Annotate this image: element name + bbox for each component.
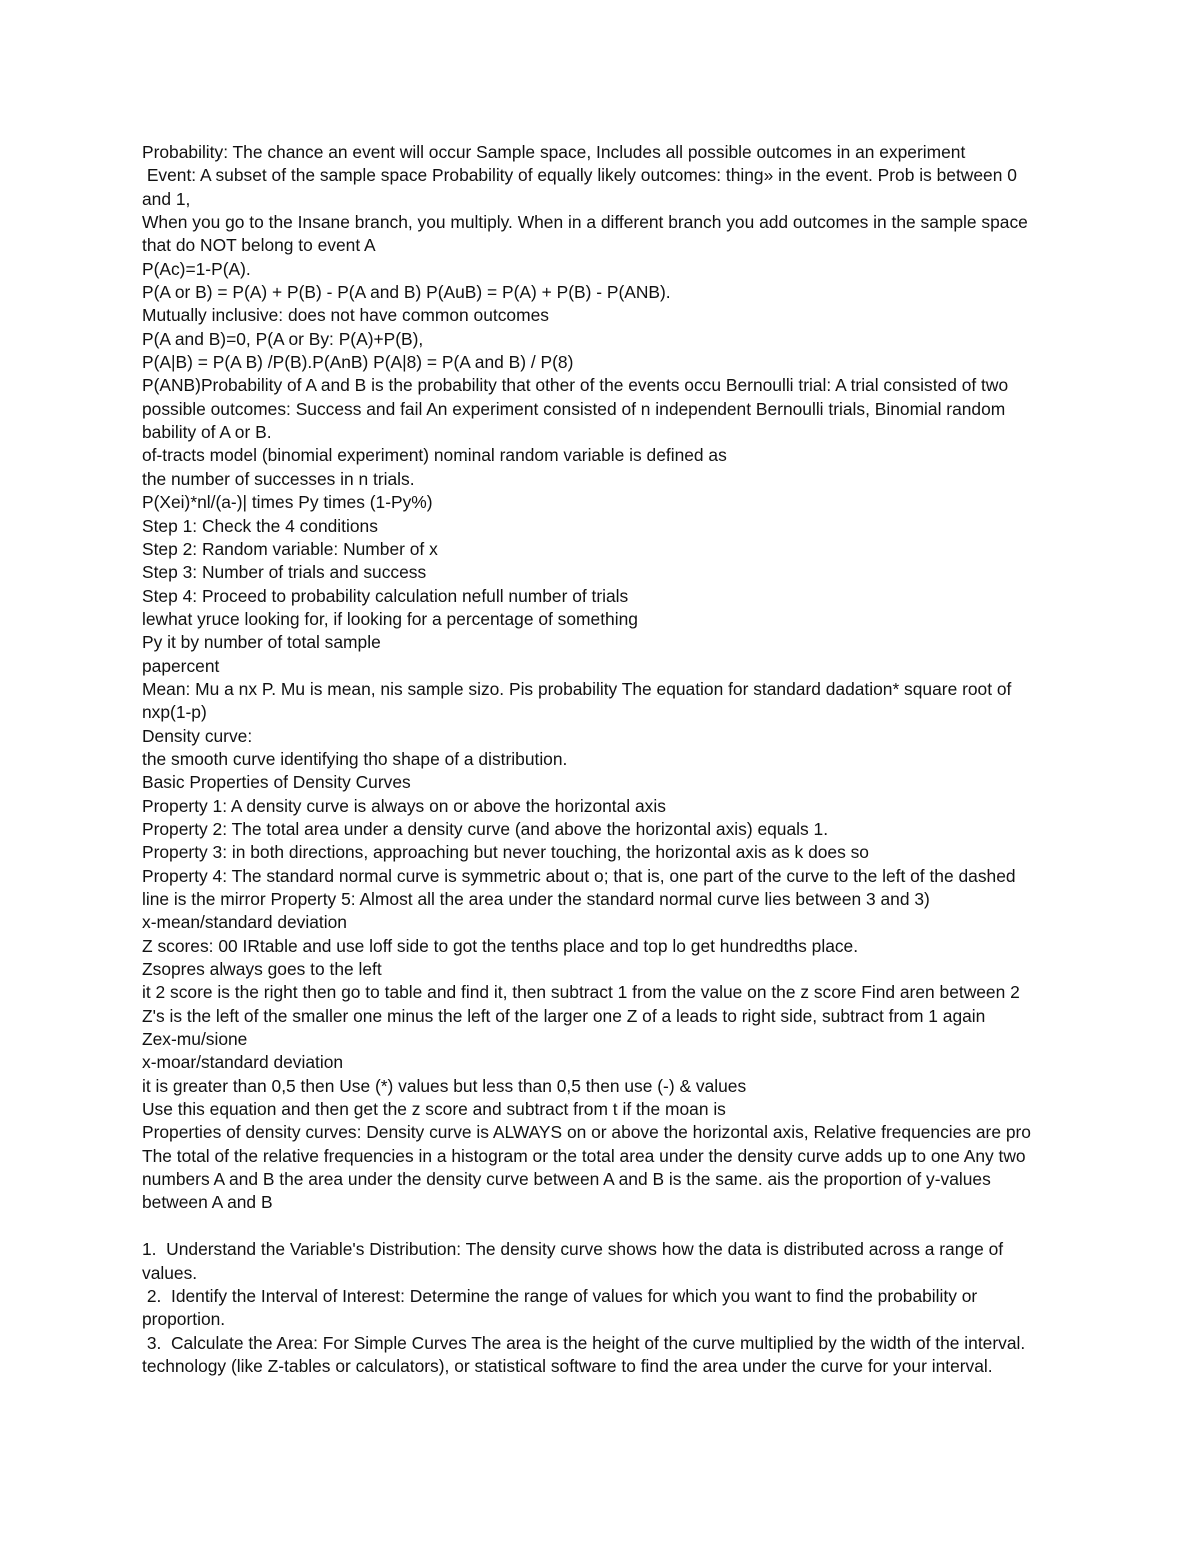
text-line: P(A|B) = P(A B) /P(B).P(AnB) P(A|8) = P(A and B) / P(8): [142, 352, 574, 373]
text-line: P(ANB)Probability of A and B is the probability that other of the events occu Bernoulli trial: A trial consisted of two: [142, 375, 1009, 396]
text-line: that do NOT belong to event A: [142, 235, 376, 256]
text-line: the number of successes in n trials.: [142, 468, 415, 489]
text-line: Property 4: The standard normal curve is symmetric about o; that is, one part of the curve to the left of the dashed: [142, 865, 1016, 886]
text-line: technology (like Z-tables or calculators), or statistical software to find the area under the curve for your interval.: [142, 1355, 993, 1376]
text-line: proportion.: [142, 1309, 226, 1330]
text-line: P(Xei)*nl/(a-)| times Py times (1-Py%): [142, 492, 433, 513]
text-line: it 2 score is the right then go to table and find it, then subtract 1 from the value on the z score Find aren between 2: [142, 982, 1020, 1003]
text-line: Mean: Mu a nx P. Mu is mean, nis sample sizo. Pis probability The equation for standard dadation* square root of: [142, 678, 1012, 699]
text-line: The total of the relative frequencies in a histogram or the total area under the density curve adds up to one Any two: [142, 1145, 1026, 1166]
text-line: x-mean/standard deviation: [142, 912, 347, 933]
text-line: bability of A or B.: [142, 422, 272, 443]
text-line: nxp(1-p): [142, 702, 207, 723]
text-line: Z scores: 00 IRtable and use loff side to got the tenths place and top lo get hundredths place.: [142, 935, 859, 956]
text-line: 3. Calculate the Area: For Simple Curves The area is the height of the curve multiplied by the width of the interval.: [142, 1332, 1026, 1353]
text-line: Zsopres always goes to the left: [142, 959, 382, 980]
text-line: papercent: [142, 655, 220, 676]
text-line: line is the mirror Property 5: Almost all the area under the standard normal curve lies between 3 and 3): [142, 889, 930, 909]
document-body: [142, 141, 1062, 1378]
text-line: 2. Identify the Interval of Interest: Determine the range of values for which you want to find the probability or: [142, 1285, 978, 1306]
text-line: numbers A and B the area under the density curve between A and B is the same. ais the proportion of y-values: [142, 1169, 991, 1190]
blank-line: [142, 1215, 1062, 1238]
text-line: 1. Understand the Variable's Distribution: The density curve shows how the data is distributed across a range of: [142, 1239, 1004, 1260]
text-line: possible outcomes: Success and fail An experiment consisted of n independent Bernoulli trials, Binomial random: [142, 398, 1006, 419]
text-line: Zex-mu/sione: [142, 1029, 248, 1050]
text-line: Py it by number of total sample: [142, 632, 381, 653]
text-line: Mutually inclusive: does not have common outcomes: [142, 305, 549, 326]
text-line: between A and B: [142, 1192, 273, 1213]
text-line: Step 3: Number of trials and success: [142, 562, 427, 583]
text-line: of-tracts model (binomial experiment) nominal random variable is defined as: [142, 445, 727, 466]
text-line: Step 1: Check the 4 conditions: [142, 515, 378, 536]
text-line: and 1,: [142, 188, 191, 209]
text-line: Property 2: The total area under a density curve (and above the horizontal axis) equals 1.: [142, 818, 829, 839]
text-line: Property 1: A density curve is always on or above the horizontal axis: [142, 795, 666, 816]
text-line: Step 4: Proceed to probability calculation nefull number of trials: [142, 585, 629, 606]
text-line: P(Ac)=1-P(A).: [142, 258, 251, 279]
text-line: Step 2: Random variable: Number of x: [142, 538, 438, 559]
text-line: Probability: The chance an event will occur Sample space, Includes all possible outcomes in an experiment: [142, 142, 966, 162]
text-line: lewhat yruce looking for, if looking for a percentage of something: [142, 608, 638, 629]
text-line: values.: [142, 1262, 198, 1283]
text-line: Basic Properties of Density Curves: [142, 772, 411, 793]
text-line: Use this equation and then get the z score and subtract from t if the moan is: [142, 1099, 726, 1120]
text-line: Z's is the left of the smaller one minus the left of the larger one Z of a leads to right side, subtract from 1 again: [142, 1005, 986, 1026]
text-line: it is greater than 0,5 then Use (*) values but less than 0,5 then use (-) & values: [142, 1075, 747, 1096]
text-line: x-moar/standard deviation: [142, 1052, 344, 1073]
text-line: Density curve:: [142, 725, 253, 746]
text-line: Event: A subset of the sample space Probability of equally likely outcomes: thing» in the event. Prob is between 0: [142, 165, 1017, 186]
text-line: P(A and B)=0, P(A or By: P(A)+P(B),: [142, 328, 424, 349]
text-line: Property 3: in both directions, approaching but never touching, the horizontal axis as k does so: [142, 842, 869, 863]
text-line: Properties of density curves: Density curve is ALWAYS on or above the horizontal axis, Relative frequencies are pro: [142, 1122, 1031, 1143]
text-line: When you go to the Insane branch, you multiply. When in a different branch you add outcomes in the sample space: [142, 212, 1028, 233]
text-line: the smooth curve identifying tho shape of a distribution.: [142, 748, 568, 769]
text-line: P(A or B) = P(A) + P(B) - P(A and B) P(AuB) = P(A) + P(B) - P(ANB).: [142, 282, 671, 303]
